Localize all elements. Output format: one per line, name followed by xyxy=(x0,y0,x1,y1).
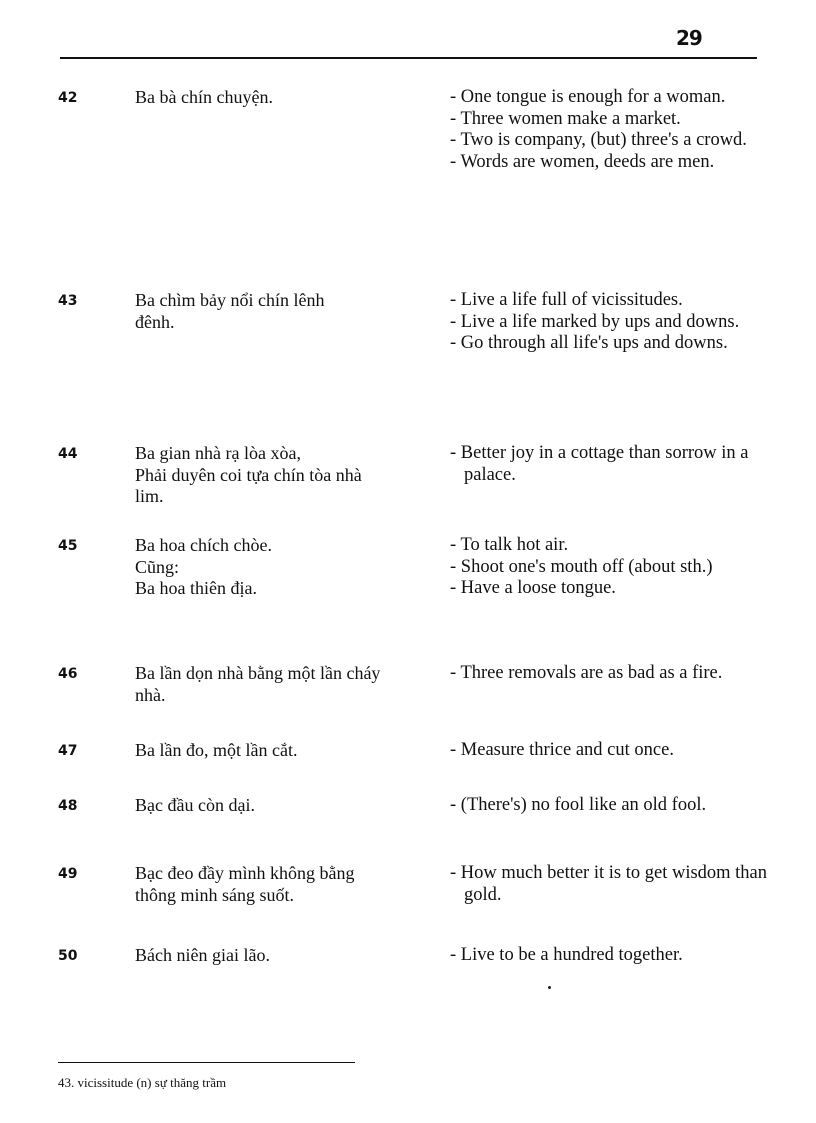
english-equivalent: - Live a life marked by ups and downs. xyxy=(450,311,740,332)
page-number: 29 xyxy=(676,26,702,50)
vietnamese-proverb xyxy=(135,945,430,967)
vietnamese-line: Bạc đeo đầy mình không bằng xyxy=(135,863,355,883)
english-equivalent: - Two is company, (but) three's a crowd. xyxy=(450,130,747,150)
entry-number: 47 xyxy=(58,743,78,759)
entry-number: 42 xyxy=(58,90,78,106)
vietnamese-line: Ba bà chín chuyện. xyxy=(135,87,273,107)
english-equivalents xyxy=(450,87,780,173)
entry-number: 44 xyxy=(58,446,78,462)
english-equivalents xyxy=(450,663,780,685)
entry-number: 49 xyxy=(58,866,78,882)
vietnamese-line: lim. xyxy=(135,486,164,506)
english-equivalent: - How much better it is to get wisdom than gold. xyxy=(450,863,768,905)
vietnamese-line: Ba hoa thiên địa. xyxy=(135,578,257,598)
entry-number: 48 xyxy=(58,798,78,814)
vietnamese-line: Ba hoa chích chòe. xyxy=(135,535,272,555)
english-equivalents xyxy=(450,863,780,906)
entry-number: 43 xyxy=(58,293,78,309)
english-equivalents xyxy=(450,443,780,486)
english-equivalents xyxy=(450,740,780,762)
english-equivalent: - (There's) no fool like an old fool. xyxy=(450,795,707,815)
vietnamese-line: Phải duyên coi tựa chín tòa nhà xyxy=(135,464,362,485)
english-equivalent: - Words are women, deeds are men. xyxy=(450,151,715,172)
english-equivalent: - Measure thrice and cut once. xyxy=(450,740,674,760)
vietnamese-line: Bạc đầu còn dại. xyxy=(135,795,255,815)
english-equivalents xyxy=(450,945,780,967)
vietnamese-line: thông minh sáng suốt. xyxy=(135,884,295,905)
footnote: 43. vicissitude (n) sự thăng trầm xyxy=(58,1075,227,1090)
vietnamese-proverb xyxy=(135,535,430,600)
vietnamese-line: Ba lần đo, một lần cắt. xyxy=(135,740,298,760)
english-equivalent: - Shoot one's mouth off (about sth.) xyxy=(450,556,713,577)
vietnamese-proverb xyxy=(135,663,430,706)
english-equivalent: - Have a loose tongue. xyxy=(450,578,616,598)
vietnamese-proverb xyxy=(135,443,430,508)
vietnamese-line: Ba lần dọn nhà bằng một lần cháy xyxy=(135,663,381,683)
vietnamese-proverb xyxy=(135,290,430,333)
english-equivalent: - Better joy in a cottage than sorrow in a palace. xyxy=(450,443,749,485)
vietnamese-line: đênh. xyxy=(135,311,175,332)
english-equivalents xyxy=(450,290,780,355)
english-equivalent: - One tongue is enough for a woman. xyxy=(450,87,726,107)
vietnamese-proverb xyxy=(135,87,430,109)
footnote-rule xyxy=(58,1062,355,1063)
english-equivalent: - Three women make a market. xyxy=(450,108,681,129)
entry-number: 50 xyxy=(58,948,78,964)
entry-number: 45 xyxy=(58,538,78,554)
header-rule xyxy=(60,57,757,59)
vietnamese-line: Bách niên giai lão. xyxy=(135,945,270,965)
scan-speck xyxy=(548,986,551,989)
vietnamese-line: Ba gian nhà rạ lòa xòa, xyxy=(135,443,301,463)
english-equivalents xyxy=(450,795,780,817)
vietnamese-proverb xyxy=(135,795,430,817)
english-equivalent: - To talk hot air. xyxy=(450,535,569,555)
english-equivalent: - Live a life full of vicissitudes. xyxy=(450,290,683,310)
vietnamese-line: nhà. xyxy=(135,684,166,705)
english-equivalent: - Live to be a hundred together. xyxy=(450,945,683,965)
vietnamese-line: Cũng: xyxy=(135,556,180,577)
vietnamese-proverb xyxy=(135,740,430,762)
vietnamese-line: Ba chìm bảy nổi chín lênh xyxy=(135,290,325,310)
english-equivalents xyxy=(450,535,780,600)
entry-number: 46 xyxy=(58,666,78,682)
english-equivalent: - Three removals are as bad as a fire. xyxy=(450,663,723,683)
vietnamese-proverb xyxy=(135,863,430,906)
english-equivalent: - Go through all life's ups and downs. xyxy=(450,333,728,353)
